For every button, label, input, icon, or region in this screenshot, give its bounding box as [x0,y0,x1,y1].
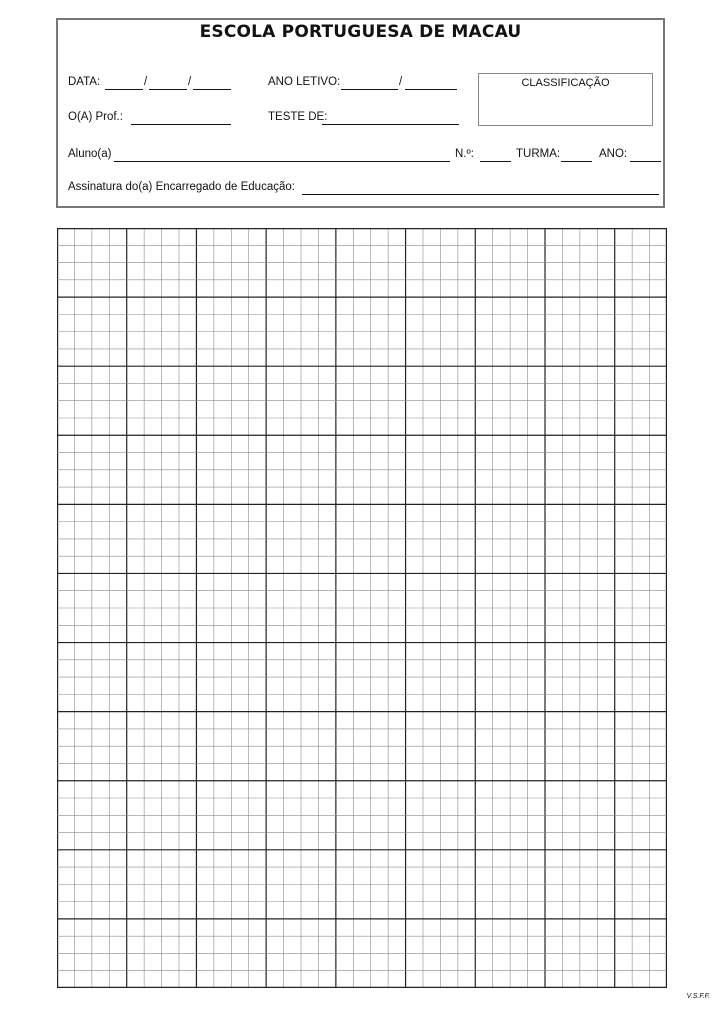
data-label: DATA: [68,76,101,88]
date-year-field[interactable] [193,89,231,90]
date-month-field[interactable] [149,89,187,90]
date-separator-2: / [188,76,192,88]
ano-letivo-label: ANO LETIVO: [268,76,341,88]
numero-field[interactable] [480,161,511,162]
ano-letivo-start-field[interactable] [341,89,398,90]
turma-label: TURMA: [516,148,561,160]
grid-svg [57,228,667,988]
graph-paper-grid[interactable] [57,228,667,988]
classificacao-label: CLASSIFICAÇÃO [521,77,610,89]
prof-label: O(A) Prof.: [68,111,123,123]
teste-field[interactable] [322,124,459,125]
prof-field[interactable] [131,124,231,125]
turma-field[interactable] [561,161,592,162]
ano-letivo-separator: / [399,76,403,88]
aluno-label: Aluno(a) [68,148,112,160]
aluno-field[interactable] [114,161,450,162]
date-day-field[interactable] [105,89,143,90]
assinatura-field[interactable] [302,194,659,195]
ano-letivo-end-field[interactable] [405,89,457,90]
header-box [56,18,665,208]
school-name: ESCOLA PORTUGUESA DE MACAU [199,22,522,42]
numero-label: N.º: [455,148,474,160]
assinatura-label: Assinatura do(a) Encarregado de Educação: [68,181,295,193]
classificacao-box[interactable] [478,73,653,126]
ano-field[interactable] [630,161,661,162]
vsff-mark: V.S.F.F. [686,993,710,1000]
teste-label: TESTE DE: [268,111,328,123]
ano-label: ANO: [599,148,628,160]
date-separator-1: / [144,76,148,88]
